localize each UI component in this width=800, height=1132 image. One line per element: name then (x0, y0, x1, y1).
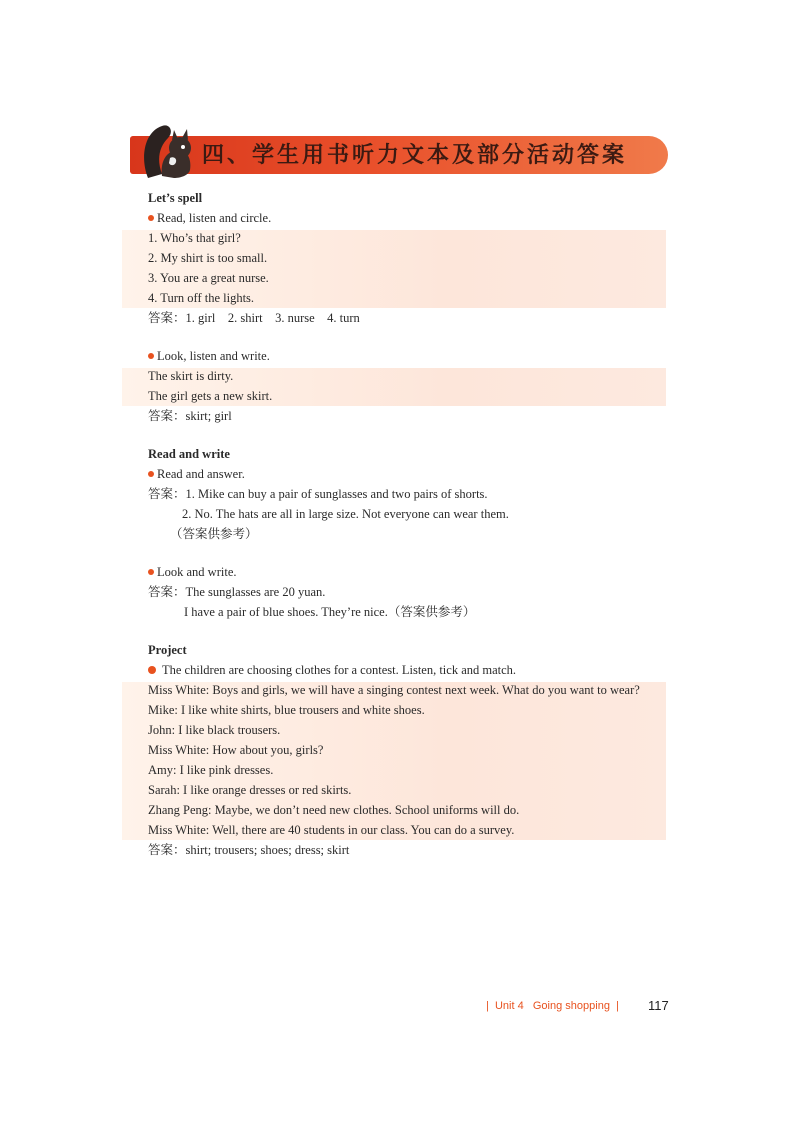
orange-bullet-icon (148, 215, 154, 221)
listening-icon (148, 666, 156, 674)
transcript-line: 3. You are a great nurse. (148, 271, 269, 285)
instruction-look-and-write: Look and write. (148, 562, 668, 582)
footer-unit-label: | Unit 4 Going shopping | (486, 1000, 619, 1012)
answer-line: 答案：1. Mike can buy a pair of sunglasses and two pairs of shorts. (148, 487, 488, 501)
answer-line: I have a pair of blue shoes. They’re nice.（答案供参考） (184, 605, 476, 619)
transcript-line: Mike: I like white shirts, blue trousers and white shoes. (148, 703, 425, 717)
answer-note: （答案供参考） (170, 527, 258, 541)
transcript-line: Amy: I like pink dresses. (148, 763, 274, 777)
heading-project: Project (148, 643, 187, 657)
transcript-line: Miss White: How about you, girls? (148, 743, 324, 757)
answer-line: 答案：shirt; trousers; shoes; dress; skirt (148, 843, 350, 857)
heading-read-and-write: Read and write (148, 447, 230, 461)
instruction-project: The children are choosing clothes for a contest. Listen, tick and match. (148, 660, 668, 680)
transcript-block-project (148, 680, 668, 840)
transcript-block-spell-2 (148, 366, 668, 406)
transcript-line: John: I like black trousers. (148, 723, 281, 737)
section-title: 四、学生用书听力文本及部分活动答案 (202, 143, 628, 168)
squirrel-mascot-icon (140, 118, 196, 180)
instruction-read-and-answer: Read and answer. (148, 464, 668, 484)
transcript-line: Miss White: Well, there are 40 students in our class. You can do a survey. (148, 823, 515, 837)
page-number: 117 (648, 998, 669, 1013)
orange-bullet-icon (148, 353, 154, 359)
orange-bullet-icon (148, 471, 154, 477)
transcript-line: The girl gets a new skirt. (148, 389, 273, 403)
transcript-line: 1. Who’s that girl? (148, 231, 241, 245)
transcript-line: 4. Turn off the lights. (148, 291, 255, 305)
transcript-block-spell-1 (148, 228, 668, 308)
heading-lets-spell: Let’s spell (148, 191, 203, 205)
answer-line: 2. No. The hats are all in large size. Not everyone can wear them. (182, 507, 509, 521)
page-content (148, 188, 668, 860)
instruction-look-listen-write: Look, listen and write. (148, 346, 668, 366)
transcript-line: Zhang Peng: Maybe, we don’t need new clothes. School uniforms will do. (148, 803, 520, 817)
transcript-line: Miss White: Boys and girls, we will have a singing contest next week. What do you want to wear? (148, 683, 640, 697)
answer-line: 答案：skirt; girl (148, 409, 232, 423)
transcript-line: Sarah: I like orange dresses or red skirts. (148, 783, 352, 797)
answer-line: 答案：The sunglasses are 20 yuan. (148, 585, 326, 599)
answer-line: 答案：1. girl 2. shirt 3. nurse 4. turn (148, 311, 360, 325)
orange-bullet-icon (148, 569, 154, 575)
instruction-read-listen-circle: Read, listen and circle. (148, 208, 668, 228)
transcript-line: 2. My shirt is too small. (148, 251, 268, 265)
transcript-line: The skirt is dirty. (148, 369, 234, 383)
